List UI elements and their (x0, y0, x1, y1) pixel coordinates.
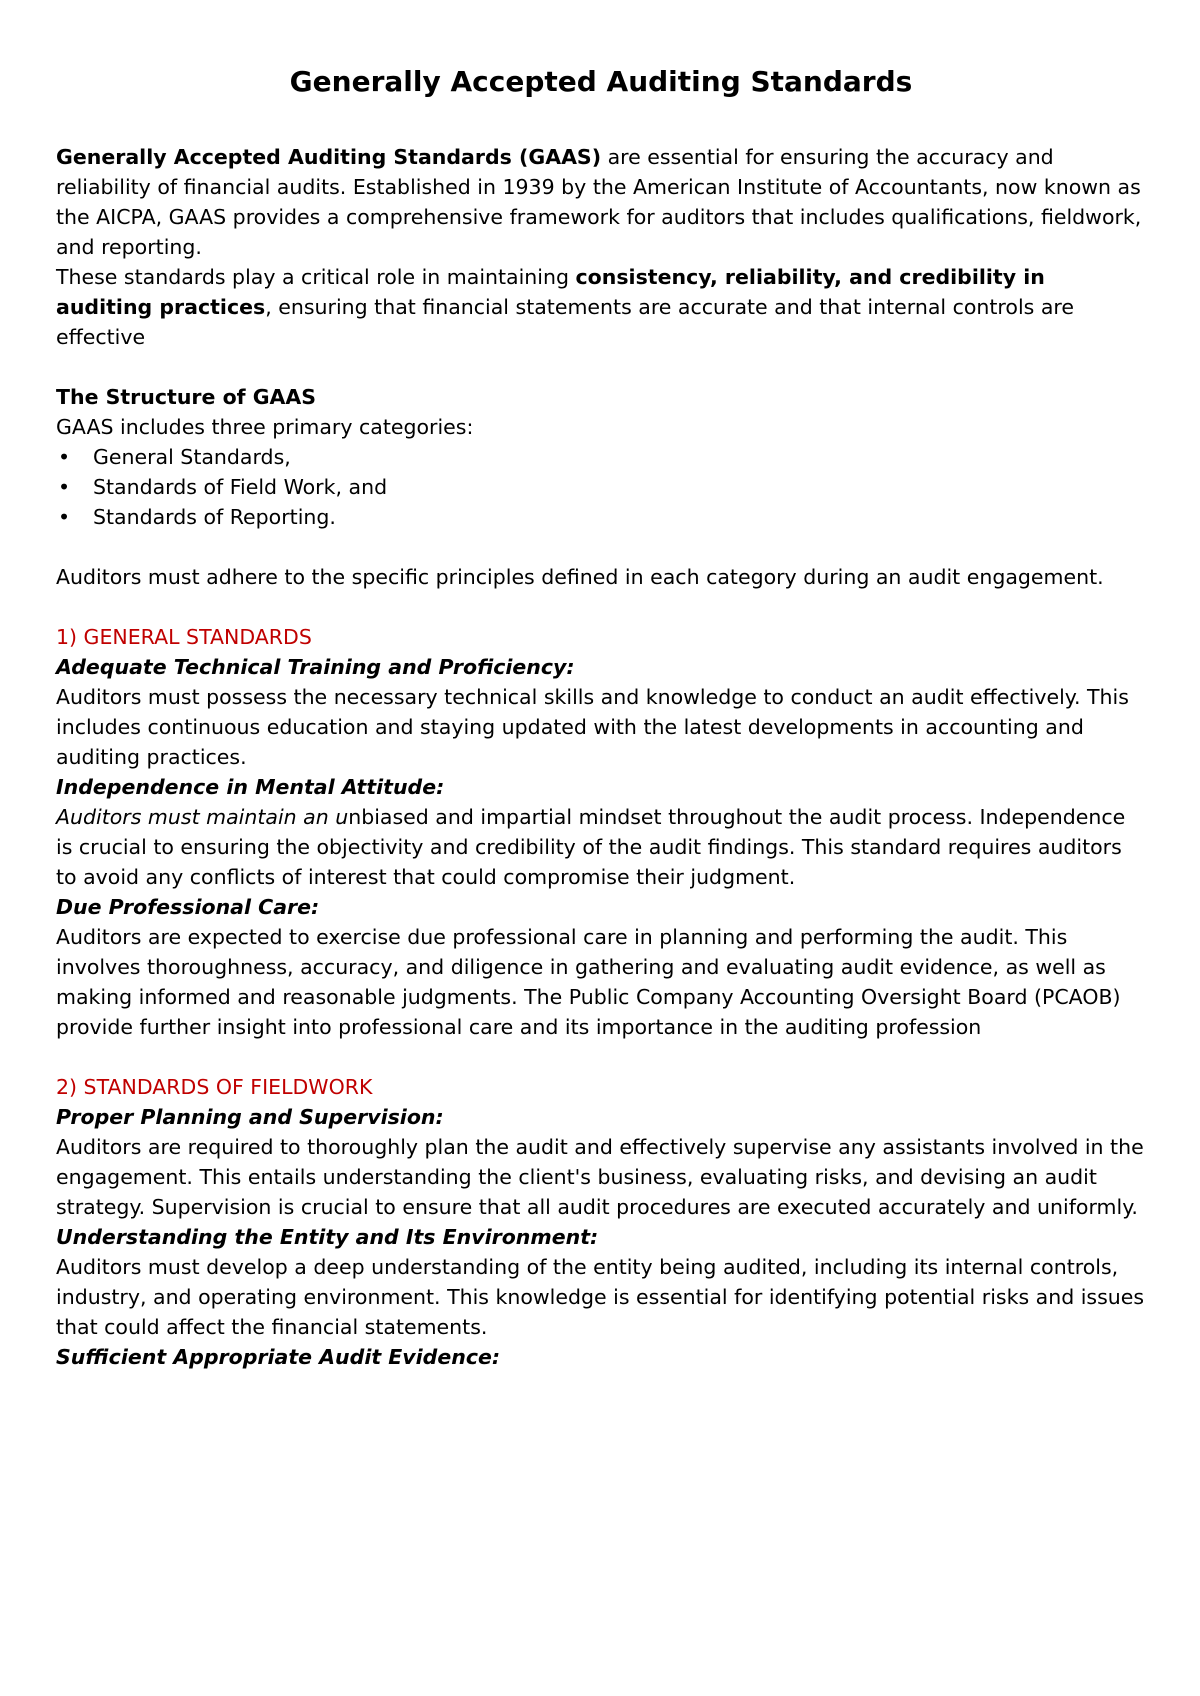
section-1-title: 1) GENERAL STANDARDS (56, 625, 312, 649)
subsection-body-planning: Auditors are required to thoroughly plan the audit and effectively supervise any assistants involved in the engagement. This entails understanding the client's business, evaluating risks, and devising an audit strategy. Supervision is crucial to ensure that all audit procedures are executed accurately and uniformly. (56, 1135, 1144, 1219)
spacer (56, 1042, 1146, 1072)
intro-p2-start: These standards play a critical role in maintaining (56, 265, 576, 289)
structure-heading: The Structure of GAAS (56, 385, 317, 409)
subsection-heading-due-care: Due Professional Care: (56, 895, 320, 919)
subsection-body-technical-training: Auditors must possess the necessary technical skills and knowledge to conduct an audit effectively. This includes continuous education and staying updated with the latest developments in accounting and auditing practices. (56, 685, 1129, 769)
list-item (56, 472, 1146, 502)
structure-closing: Auditors must adhere to the specific principles defined in each category during an audit engagement. (56, 565, 1104, 589)
section-2-title: 2) STANDARDS OF FIELDWORK (56, 1075, 373, 1099)
list-item (56, 442, 1146, 472)
intro-p2-bold: consistency, reliability, and credibility in auditing practices (56, 265, 1045, 319)
document-title: Generally Accepted Auditing Standards (289, 65, 913, 98)
structure-lead: GAAS includes three primary categories: (56, 415, 474, 439)
bullet-icon: • (58, 445, 71, 469)
subsection-heading-entity: Understanding the Entity and Its Environment: (56, 1225, 599, 1249)
bullet-icon: • (58, 475, 71, 499)
subsection-heading-audit-evidence: Sufficient Appropriate Audit Evidence: (56, 1345, 501, 1369)
bullet-icon: • (58, 505, 71, 529)
list-item-text: Standards of Reporting. (93, 505, 336, 529)
intro-paragraph (56, 142, 1146, 262)
spacer (56, 592, 1146, 622)
independence-body-italic: Auditors must maintain an u (56, 805, 349, 829)
intro-lead-bold: Generally Accepted Auditing Standards (GAAS) (56, 145, 602, 169)
independence-body-rest: nbiased and impartial mindset throughout the audit process. Independence is crucial to ensuring the objectivity and credibility of the audit findings. This standard requires auditors to avoid any conflicts of interest that could compromise their judgment. (56, 805, 1126, 889)
spacer (56, 352, 1146, 382)
intro-paragraph-2 (56, 262, 1146, 352)
subsection-body-independence (56, 802, 1146, 892)
intro-lead-rest: are essential for ensuring the accuracy and reliability of financial audits. Established in 1939 by the American Institute of Accountants, now known as the AICPA, GAAS provides a comprehensive framework for auditors that includes qualifications, fieldwork, and reporting. (56, 145, 1142, 259)
list-item-text: General Standards, (93, 445, 291, 469)
subsection-heading-independence: Independence in Mental Attitude: (56, 775, 445, 799)
structure-list (56, 442, 1146, 532)
document-page (56, 66, 1146, 1372)
subsection-heading-planning: Proper Planning and Supervision: (56, 1105, 444, 1129)
spacer (56, 532, 1146, 562)
subsection-body-entity: Auditors must develop a deep understanding of the entity being audited, including its internal controls, industry, and operating environment. This knowledge is essential for identifying potential risks and issues that could affect the financial statements. (56, 1255, 1145, 1339)
intro-p2-end: , ensuring that financial statements are accurate and that internal controls are effective (56, 295, 1074, 349)
list-item-text: Standards of Field Work, and (93, 475, 388, 499)
subsection-heading-technical-training: Adequate Technical Training and Proficiency: (56, 655, 575, 679)
list-item (56, 502, 1146, 532)
subsection-body-due-care: Auditors are expected to exercise due professional care in planning and performing the audit. This involves thoroughness, accuracy, and diligence in gathering and evaluating audit evidence, as well as making informed and reasonable judgments. The Public Company Accounting Oversight Board (PCAOB) provide further insight into professional care and its importance in the auditing profession (56, 925, 1121, 1039)
